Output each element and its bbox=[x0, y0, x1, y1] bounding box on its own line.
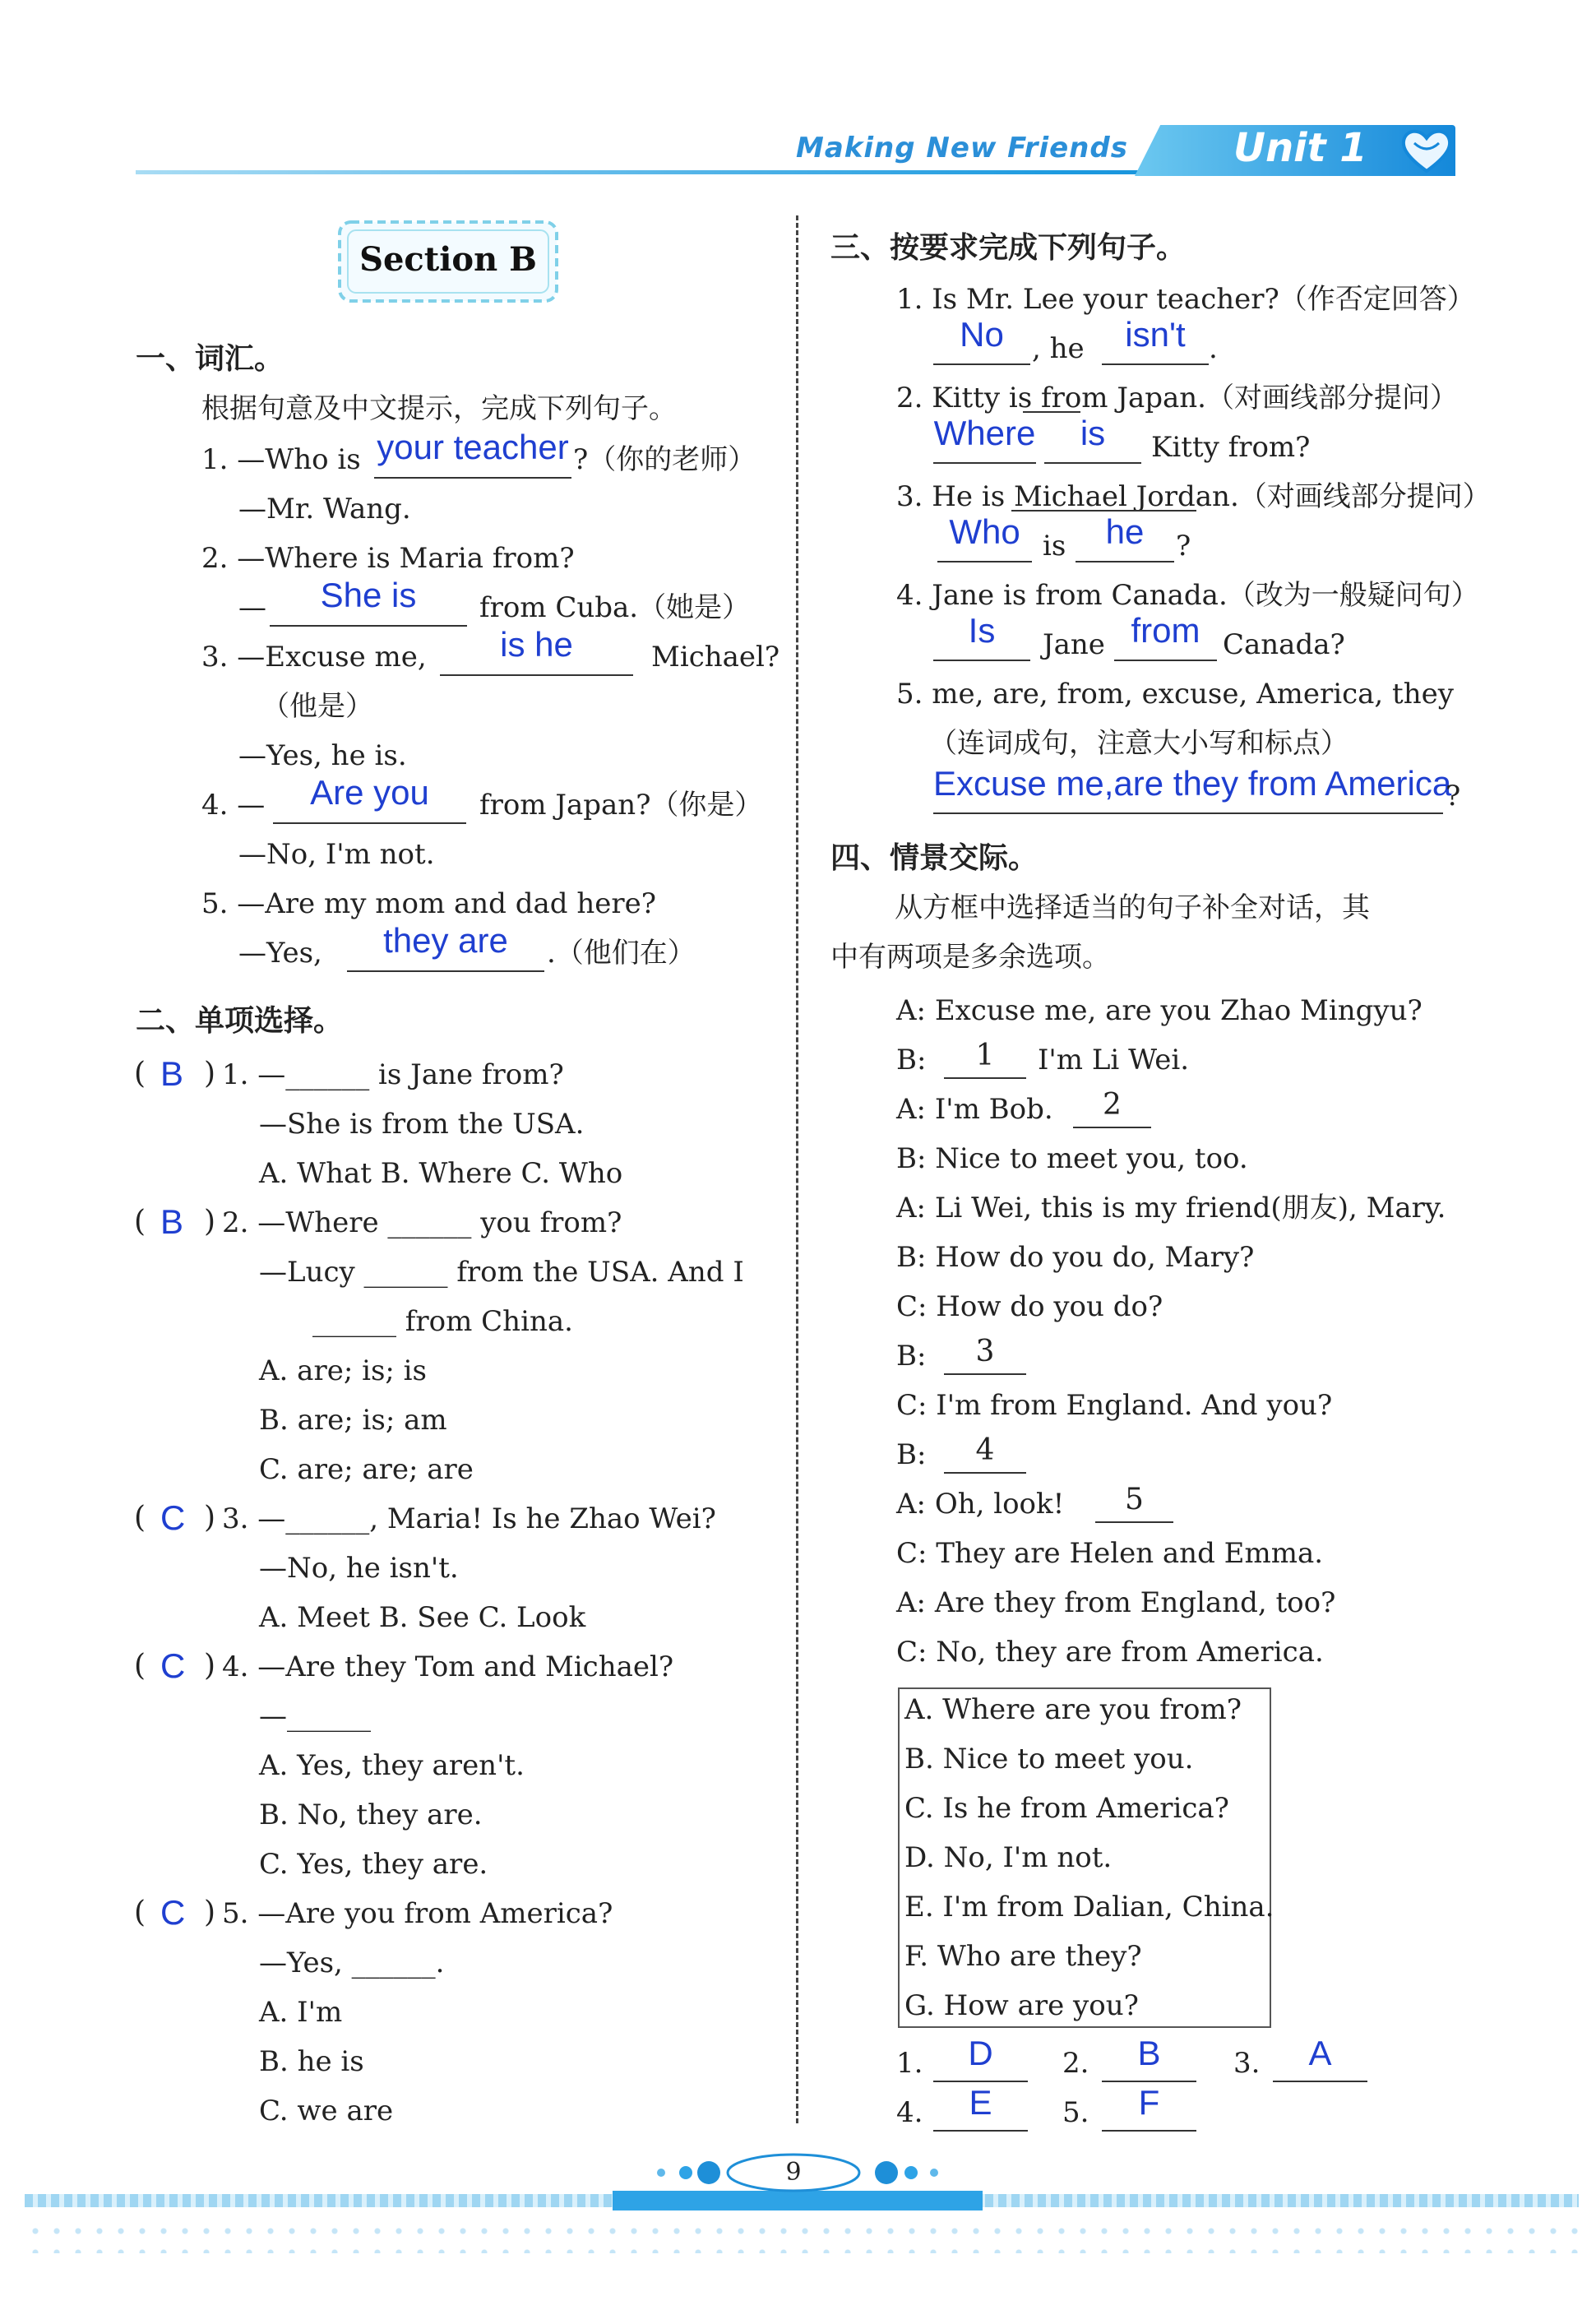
dialog-line-tail: I'm Li Wei. bbox=[1038, 1044, 1190, 1076]
mc-q2-option: B. are; is; am bbox=[259, 1404, 447, 1437]
mc-q3-paren-right: ) bbox=[204, 1501, 216, 1535]
mc-q3-line: 3. —______, Maria! Is he Zhao Wei? bbox=[222, 1502, 716, 1535]
vocab-q5-answer: they are bbox=[383, 921, 508, 960]
vocab-q5-hint: .（他们在） bbox=[547, 937, 696, 970]
vocab-q3-answer: is he bbox=[500, 625, 573, 664]
vocab-q3-hint: （他是） bbox=[261, 690, 373, 723]
vocab-q2-text: 2. —Where is Maria from? bbox=[201, 542, 575, 575]
option-item: B. Nice to meet you. bbox=[904, 1743, 1194, 1775]
answer-value: A bbox=[1308, 2034, 1332, 2072]
rewrite-q4-text: 4. Jane is from Canada.（改为一般疑问句） bbox=[896, 579, 1479, 612]
vocab-q2-hint: from Cuba.（她是） bbox=[479, 591, 751, 624]
rewrite-q2-underlined-part bbox=[1023, 411, 1080, 413]
part1-heading: 一、词汇。 bbox=[136, 342, 285, 376]
part4-instruction: 中有两项是多余选项。 bbox=[830, 941, 1110, 974]
rewrite-q4-answer1: Is bbox=[968, 611, 996, 650]
mc-q3-answer: C bbox=[160, 1498, 186, 1537]
rewrite-q5-text: 5. me, are, from, excuse, America, they bbox=[896, 678, 1454, 711]
part1-instruction: 根据句意及中文提示，完成下列句子。 bbox=[201, 392, 677, 425]
answer-blank bbox=[1273, 2081, 1367, 2082]
vocab-q4-text: 4. — bbox=[201, 789, 266, 822]
dialog-blank-3 bbox=[944, 1373, 1026, 1375]
mc-q2-line: ______ from China. bbox=[312, 1305, 573, 1338]
rewrite-q4-blank2 bbox=[1114, 660, 1217, 661]
vocab-q4-hint: from Japan?（你是） bbox=[479, 789, 763, 822]
dialog-blank-5 bbox=[1095, 1521, 1173, 1523]
rewrite-q2-text: 2. Kitty is from Japan.（对画线部分提问） bbox=[896, 382, 1458, 414]
mc-q4-line: 4. —Are they Tom and Michael? bbox=[222, 1650, 674, 1683]
answer-blank bbox=[933, 2081, 1028, 2082]
unit-topic-title: Making New Friends bbox=[796, 132, 1128, 164]
mc-q4-option: A. Yes, they aren't. bbox=[259, 1749, 525, 1782]
rewrite-q3-end: ? bbox=[1176, 530, 1191, 562]
rewrite-q5-end: ? bbox=[1446, 780, 1461, 812]
part4-instruction: 从方框中选择适当的句子补全对话，其 bbox=[895, 891, 1370, 924]
mc-q4-answer: C bbox=[160, 1646, 186, 1685]
vocab-q4-blank bbox=[273, 822, 466, 824]
answer-value: D bbox=[968, 2034, 993, 2072]
dialog-blank-4-number: 4 bbox=[975, 1433, 995, 1467]
mc-q5-line: 5. —Are you from America? bbox=[222, 1897, 613, 1930]
rewrite-q1-answer2: isn't bbox=[1125, 315, 1186, 354]
dialog-line: B: bbox=[896, 1044, 927, 1076]
mc-q1-line: —She is from the USA. bbox=[259, 1108, 585, 1141]
rewrite-q2-blank1 bbox=[933, 462, 1036, 464]
dialog-blank-1-number: 1 bbox=[975, 1039, 995, 1072]
column-divider bbox=[796, 215, 798, 2123]
mc-q2-option: A. are; is; is bbox=[259, 1354, 427, 1387]
mc-q5-paren-left: ( bbox=[134, 1896, 146, 1929]
mc-q4-line: —______ bbox=[259, 1700, 371, 1733]
rewrite-q3-answer1: Who bbox=[949, 512, 1020, 551]
mc-q4-option: C. Yes, they are. bbox=[259, 1848, 488, 1881]
rewrite-q3-blank1 bbox=[937, 561, 1032, 562]
vocab-q2-dash: — bbox=[238, 591, 266, 624]
dialog-line: C: No, they are from America. bbox=[896, 1636, 1324, 1669]
rewrite-q3-blank2 bbox=[1076, 561, 1174, 562]
mc-q2-paren-right: ) bbox=[204, 1205, 216, 1238]
rewrite-q3-underlined-part bbox=[1011, 510, 1196, 512]
answer-value: E bbox=[969, 2083, 992, 2122]
rewrite-q3-answer2: he bbox=[1105, 512, 1145, 551]
rewrite-q4-blank1 bbox=[933, 660, 1030, 661]
rewrite-q4-answer2: from bbox=[1131, 611, 1200, 650]
dialog-line: B: How do you do, Mary? bbox=[896, 1241, 1255, 1274]
option-item: D. No, I'm not. bbox=[904, 1841, 1113, 1874]
dialog-line: C: They are Helen and Emma. bbox=[896, 1537, 1324, 1570]
mc-q1-paren-left: ( bbox=[134, 1057, 146, 1090]
part2-heading: 二、单项选择。 bbox=[136, 1004, 344, 1038]
dialog-line: A: I'm Bob. bbox=[896, 1093, 1053, 1126]
answer-num: 3. bbox=[1233, 2047, 1261, 2080]
dialog-line: C: I'm from England. And you? bbox=[896, 1389, 1333, 1422]
mc-q1-options: A. What B. Where C. Who bbox=[259, 1157, 623, 1190]
vocab-q1-blank bbox=[374, 477, 571, 479]
dialog-line: A: Li Wei, this is my friend(朋友), Mary. bbox=[896, 1192, 1446, 1224]
vocab-q4-answer: Are you bbox=[310, 773, 429, 812]
mc-q4-option: B. No, they are. bbox=[259, 1798, 483, 1831]
rewrite-q5-answer: Excuse me,are they from America bbox=[933, 764, 1452, 803]
mc-q5-option: C. we are bbox=[259, 2095, 394, 2127]
page-number: 9 bbox=[785, 2158, 802, 2187]
option-item: G. How are you? bbox=[904, 1989, 1139, 2022]
part3-heading: 三、按要求完成下列句子。 bbox=[830, 231, 1187, 265]
answer-value: F bbox=[1138, 2083, 1160, 2122]
dialog-blank-2-number: 2 bbox=[1103, 1088, 1122, 1122]
vocab-q1-reply: —Mr. Wang. bbox=[238, 493, 411, 525]
rewrite-q5-hint: （连词成句，注意大小写和标点） bbox=[929, 727, 1349, 760]
answer-value: B bbox=[1137, 2034, 1161, 2072]
footer-dot-pattern bbox=[25, 2220, 1579, 2253]
vocab-q5-blank bbox=[347, 970, 544, 972]
dialog-line: A: Oh, look! bbox=[896, 1488, 1065, 1521]
answer-blank bbox=[933, 2130, 1028, 2132]
rewrite-q4-mid: Jane bbox=[1043, 628, 1105, 661]
vocab-q3-tail: Michael? bbox=[651, 641, 780, 674]
rewrite-q5-blank bbox=[933, 812, 1443, 814]
dialog-blank-3-number: 3 bbox=[975, 1335, 995, 1368]
rewrite-q3-text: 3. He is Michael Jordan.（对画线部分提问） bbox=[896, 480, 1491, 513]
answer-blank bbox=[1102, 2130, 1196, 2132]
option-item: C. Is he from America? bbox=[904, 1792, 1229, 1825]
rewrite-q3-mid: is bbox=[1043, 530, 1066, 562]
vocab-q2-answer: She is bbox=[320, 576, 417, 614]
vocab-q3-blank bbox=[440, 674, 633, 676]
mc-q2-line: 2. —Where ______ you from? bbox=[222, 1206, 622, 1239]
rewrite-q2-end: Kitty from? bbox=[1151, 431, 1311, 464]
vocab-q2-blank bbox=[270, 625, 467, 627]
mc-q2-option: C. are; are; are bbox=[259, 1453, 474, 1486]
vocab-q4-reply: —No, I'm not. bbox=[238, 838, 435, 871]
rewrite-q1-blank2 bbox=[1102, 363, 1209, 365]
vocab-q1-hint: ?（你的老师） bbox=[573, 443, 756, 476]
dialog-line: A: Excuse me, are you Zhao Mingyu? bbox=[896, 994, 1423, 1027]
rewrite-q2-answer1: Where bbox=[933, 414, 1036, 452]
answer-num: 4. bbox=[896, 2096, 923, 2129]
mc-q3-line: —No, he isn't. bbox=[259, 1552, 459, 1585]
dialog-line: B: Nice to meet you, too. bbox=[896, 1142, 1248, 1175]
mc-q5-paren-right: ) bbox=[204, 1896, 216, 1929]
rewrite-q4-end: Canada? bbox=[1223, 628, 1345, 661]
vocab-q5-text: 5. —Are my mom and dad here? bbox=[201, 887, 656, 920]
mc-q2-answer: B bbox=[160, 1202, 184, 1241]
mc-q5-line: —Yes, ______. bbox=[259, 1947, 445, 1979]
vocab-q3-reply: —Yes, he is. bbox=[238, 739, 407, 772]
dialog-blank-5-number: 5 bbox=[1125, 1483, 1144, 1516]
mc-q1-answer: B bbox=[160, 1054, 184, 1093]
answer-blank bbox=[1102, 2081, 1196, 2082]
mc-q3-paren-left: ( bbox=[134, 1501, 146, 1535]
answer-num: 2. bbox=[1062, 2047, 1089, 2080]
answer-num: 1. bbox=[896, 2047, 923, 2080]
rewrite-q2-blank2 bbox=[1044, 462, 1141, 464]
dialog-line: A: Are they from England, too? bbox=[896, 1586, 1336, 1619]
mc-q5-option: B. he is bbox=[259, 2045, 364, 2078]
section-title: Section B bbox=[359, 240, 537, 279]
heart-icon bbox=[1398, 125, 1455, 176]
mc-q2-paren-left: ( bbox=[134, 1205, 146, 1238]
mc-q3-options: A. Meet B. See C. Look bbox=[259, 1601, 586, 1634]
rewrite-q1-end: . bbox=[1209, 332, 1218, 365]
rewrite-q1-blank1 bbox=[933, 363, 1030, 365]
mc-q4-paren-left: ( bbox=[134, 1649, 146, 1683]
rewrite-q1-text: 1. Is Mr. Lee your teacher?（作否定回答） bbox=[896, 283, 1475, 316]
rewrite-q1-mid: , he bbox=[1032, 332, 1085, 365]
option-item: F. Who are they? bbox=[904, 1940, 1142, 1973]
dialog-line: B: bbox=[896, 1340, 927, 1373]
mc-q2-line: —Lucy ______ from the USA. And I bbox=[259, 1256, 744, 1289]
vocab-q3-text: 3. —Excuse me, bbox=[201, 641, 427, 674]
option-item: E. I'm from Dalian, China. bbox=[904, 1891, 1274, 1923]
dialog-blank-2 bbox=[1073, 1127, 1151, 1128]
rewrite-q2-answer2: is bbox=[1080, 414, 1106, 452]
mc-q4-paren-right: ) bbox=[204, 1649, 216, 1683]
dialog-blank-4 bbox=[944, 1472, 1026, 1474]
mc-q5-option: A. I'm bbox=[259, 1996, 343, 2029]
dialog-line: B: bbox=[896, 1438, 927, 1471]
mc-q5-answer: C bbox=[160, 1893, 186, 1932]
unit-label: Unit 1 bbox=[1233, 125, 1367, 171]
mc-q1-line: 1. —______ is Jane from? bbox=[222, 1058, 564, 1091]
answer-num: 5. bbox=[1062, 2096, 1089, 2129]
vocab-q1-text: 1. —Who is bbox=[201, 443, 361, 476]
dialog-line: C: How do you do? bbox=[896, 1290, 1163, 1323]
rewrite-q1-answer1: No bbox=[960, 315, 1004, 354]
mc-q1-paren-right: ) bbox=[204, 1057, 216, 1090]
part4-heading: 四、情景交际。 bbox=[830, 841, 1039, 875]
option-item: A. Where are you from? bbox=[904, 1693, 1242, 1726]
vocab-q1-answer: your teacher bbox=[377, 428, 569, 466]
dialog-blank-1 bbox=[944, 1077, 1026, 1079]
vocab-q5-reply-start: —Yes, bbox=[238, 937, 322, 970]
